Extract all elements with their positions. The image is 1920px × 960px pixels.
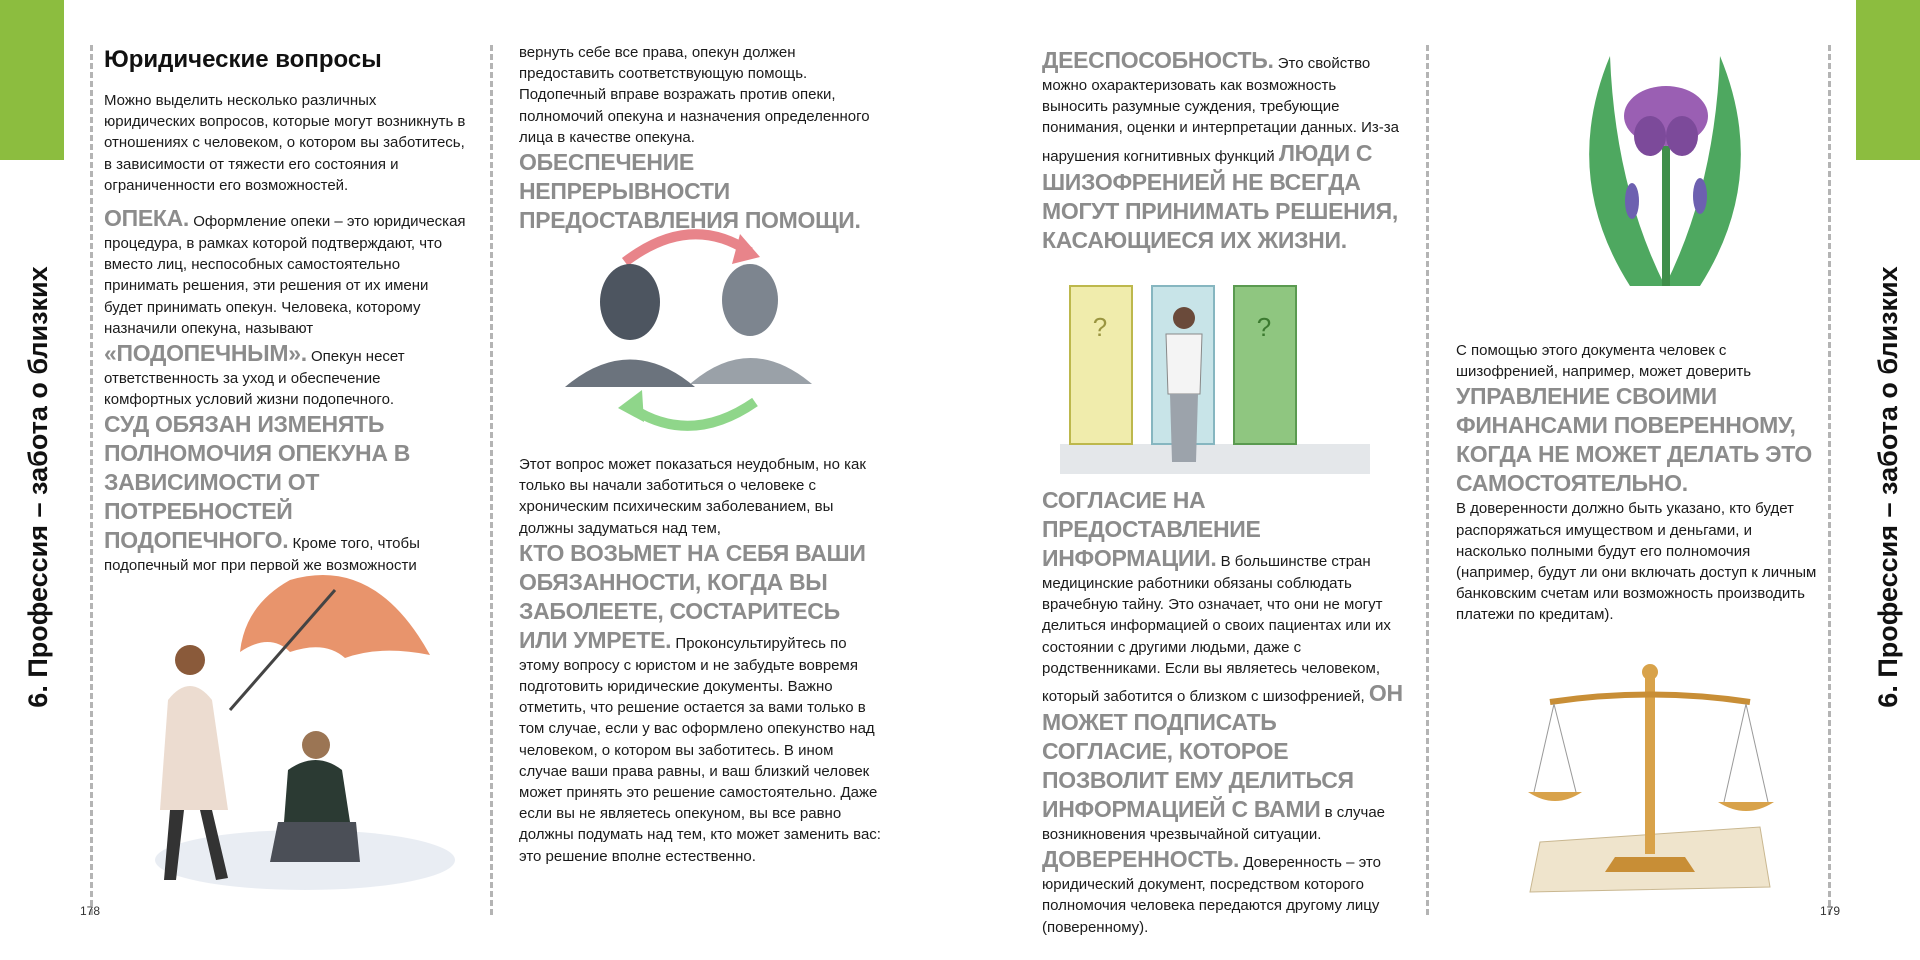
- court-text: Кроме того, чтобы подопечный мог при первой же возможности: [104, 535, 420, 575]
- column-1: [104, 44, 466, 577]
- page-number-right: 179: [1820, 904, 1841, 918]
- column-divider-left: [90, 45, 93, 915]
- column-3-lower: [1042, 486, 1404, 938]
- power-of-attorney-details: В доверенности должно быть указано, кто будет распоряжаться имуществом и деньгами, и насколько полными будут его полномочия (например, будут ли они включать доступ к личным банковским счетам или возможность производить платежи по кредитам).: [1456, 500, 1817, 624]
- guardianship-heading: ОПЕКА.: [104, 205, 190, 232]
- who-heading: КТО ВОЗЬМЕТ НА СЕБЯ ВАШИ ОБЯЗАННОСТИ, КОГДА ВЫ ЗАБОЛЕЕТЕ, СОСТАРИТЕСЬ ИЛИ УМРЕТЕ.: [519, 539, 866, 653]
- column-divider-middle-right: [1426, 45, 1429, 915]
- guardianship-paragraph: [104, 204, 466, 410]
- question-paragraph: Этот вопрос может показаться неудобным, но как только вы начали заботиться о человеке с хроническим психическим заболеванием, вы должны задуматься над тем,: [519, 456, 866, 537]
- intro-paragraph: Можно выделить несколько различных юридических вопросов, которые могут возникнуть в отношениях с человеком, о котором вы заботитесь, в зависимости от тяжести его состояния и ограниченности его возможностей.: [104, 92, 466, 194]
- consent-text: В большинстве стран медицинские работники обязаны соблюдать врачебную тайну. Это означает, что они не могут делиться информацией о своих пациентах или их состоянии с другими людьми, даже с родственниками. Если вы являетесь человеком, который заботится о близком с шизофренией,: [1042, 553, 1391, 706]
- finance-highlight: УПРАВЛЕНИЕ СВОИМИ ФИНАНСАМИ ПОВЕРЕННОМУ, КОГДА НЕ МОЖЕТ ДЕЛАТЬ ЭТО САМОСТОЯТЕЛЬНО.: [1456, 383, 1812, 497]
- poa-heading: ДОВЕРЕННОСТЬ.: [1042, 846, 1240, 873]
- chapter-color-tab-right: [1856, 0, 1920, 160]
- doors-illustration: [1060, 274, 1370, 474]
- column-2-lower: [519, 454, 881, 867]
- court-paragraph: [104, 410, 466, 576]
- page-number-left: 178: [80, 904, 101, 918]
- who-paragraph: [519, 539, 881, 867]
- document-text: С помощью этого документа человек с шизофренией, например, может доверить: [1456, 342, 1752, 381]
- guardianship-text-2: Опекун несет ответственность за уход и обеспечение комфортных условий жизни подопечного.: [104, 348, 405, 409]
- right-page: [960, 0, 1920, 960]
- consent-paragraph: [1042, 486, 1404, 845]
- chapter-label-right: 6. Профессия – забота о близких: [1873, 266, 1903, 708]
- column-divider-middle-left: [490, 45, 493, 915]
- column-divider-right: [1828, 45, 1831, 915]
- continuity-heading: ОБЕСПЕЧЕНИЕ НЕПРЕРЫВНОСТИ ПРЕДОСТАВЛЕНИЯ ПОМОЩИ.: [519, 149, 861, 234]
- ward-term: «ПОДОПЕЧНЫМ».: [104, 340, 307, 367]
- section-title: Юридические вопросы: [104, 46, 382, 73]
- capacity-highlight: ЛЮДИ С ШИЗОФРЕНИЕЙ НЕ ВСЕГДА МОГУТ ПРИНИМАТЬ РЕШЕНИЯ, КАСАЮЩИЕСЯ ИХ ЖИЗНИ.: [1042, 139, 1398, 253]
- consent-tail: в случае возникновения чрезвычайной ситуации.: [1042, 804, 1385, 844]
- consent-highlight: ОН МОЖЕТ ПОДПИСАТЬ СОГЛАСИЕ, КОТОРОЕ ПОЗВОЛИТ ЕМУ ДЕЛИТЬСЯ ИНФОРМАЦИЕЙ С ВАМИ: [1042, 680, 1403, 823]
- column-3: [1042, 46, 1404, 255]
- column-2: [519, 42, 881, 235]
- caregiver-swap-illustration: [550, 212, 830, 442]
- column-4: [1456, 340, 1820, 626]
- chapter-label-left: 6. Профессия – забота о близких: [23, 266, 53, 708]
- rights-paragraph: вернуть себе все права, опекун должен предоставить соответствующую помощь. Подопечный вправе возражать против опеки, полномочий опекуна и назначения определенного лица в качестве опекуна.: [519, 44, 870, 146]
- umbrella-illustration: [120, 560, 460, 900]
- poa-paragraph: [1042, 845, 1404, 938]
- capacity-heading: ДЕЕСПОСОБНОСТЬ.: [1042, 47, 1274, 73]
- iris-flower-illustration: [1570, 36, 1760, 316]
- document-paragraph: [1456, 340, 1820, 498]
- guardianship-text: Оформление опеки – это юридическая процедура, в рамках которой подтверждают, что вместо лиц, неспособных самостоятельно принимать решения, эти решения от их имени будет принимать опекун. Человека, которому назначили опекуна, называют: [104, 213, 466, 337]
- scales-of-justice-illustration: [1520, 662, 1780, 902]
- door-question-mark-left: ?: [1092, 312, 1108, 342]
- poa-text: Доверенность – это юридический документ, посредством которого полномочия человека передаются другому лицу (поверенному).: [1042, 854, 1381, 936]
- capacity-text: Это свойство можно охарактеризовать как возможность выносить разумные суждения, требующие понимания, оценки и интерпретации данных. Из-за нарушения когнитивных функций: [1042, 55, 1400, 165]
- capacity-paragraph: [1042, 46, 1404, 255]
- who-text: Проконсультируйтесь по этому вопросу с юристом и не забудьте вовремя подготовить юридические документы. Важно отметить, что решение остается за вами только в том случае, если у вас оформлено опекунство над человеком, о котором вы заботитесь. В ином случае ваши права равны, и ваш близкий человек может принять это решение самостоятельно. Даже если вы не являетесь опекуном, вы все равно должны подумать над тем, кто может заменить вас: это решение вполне естественно.: [519, 634, 881, 865]
- chapter-color-tab-left: [0, 0, 64, 160]
- consent-heading: СОГЛАСИЕ НА ПРЕДОСТАВЛЕНИЕ ИНФОРМАЦИИ.: [1042, 487, 1261, 571]
- door-question-mark-right: ?: [1256, 312, 1272, 342]
- court-heading: СУД ОБЯЗАН ИЗМЕНЯТЬ ПОЛНОМОЧИЯ ОПЕКУНА В ЗАВИСИМОСТИ ОТ ПОТРЕБНОСТЕЙ ПОДОПЕЧНОГО.: [104, 411, 411, 554]
